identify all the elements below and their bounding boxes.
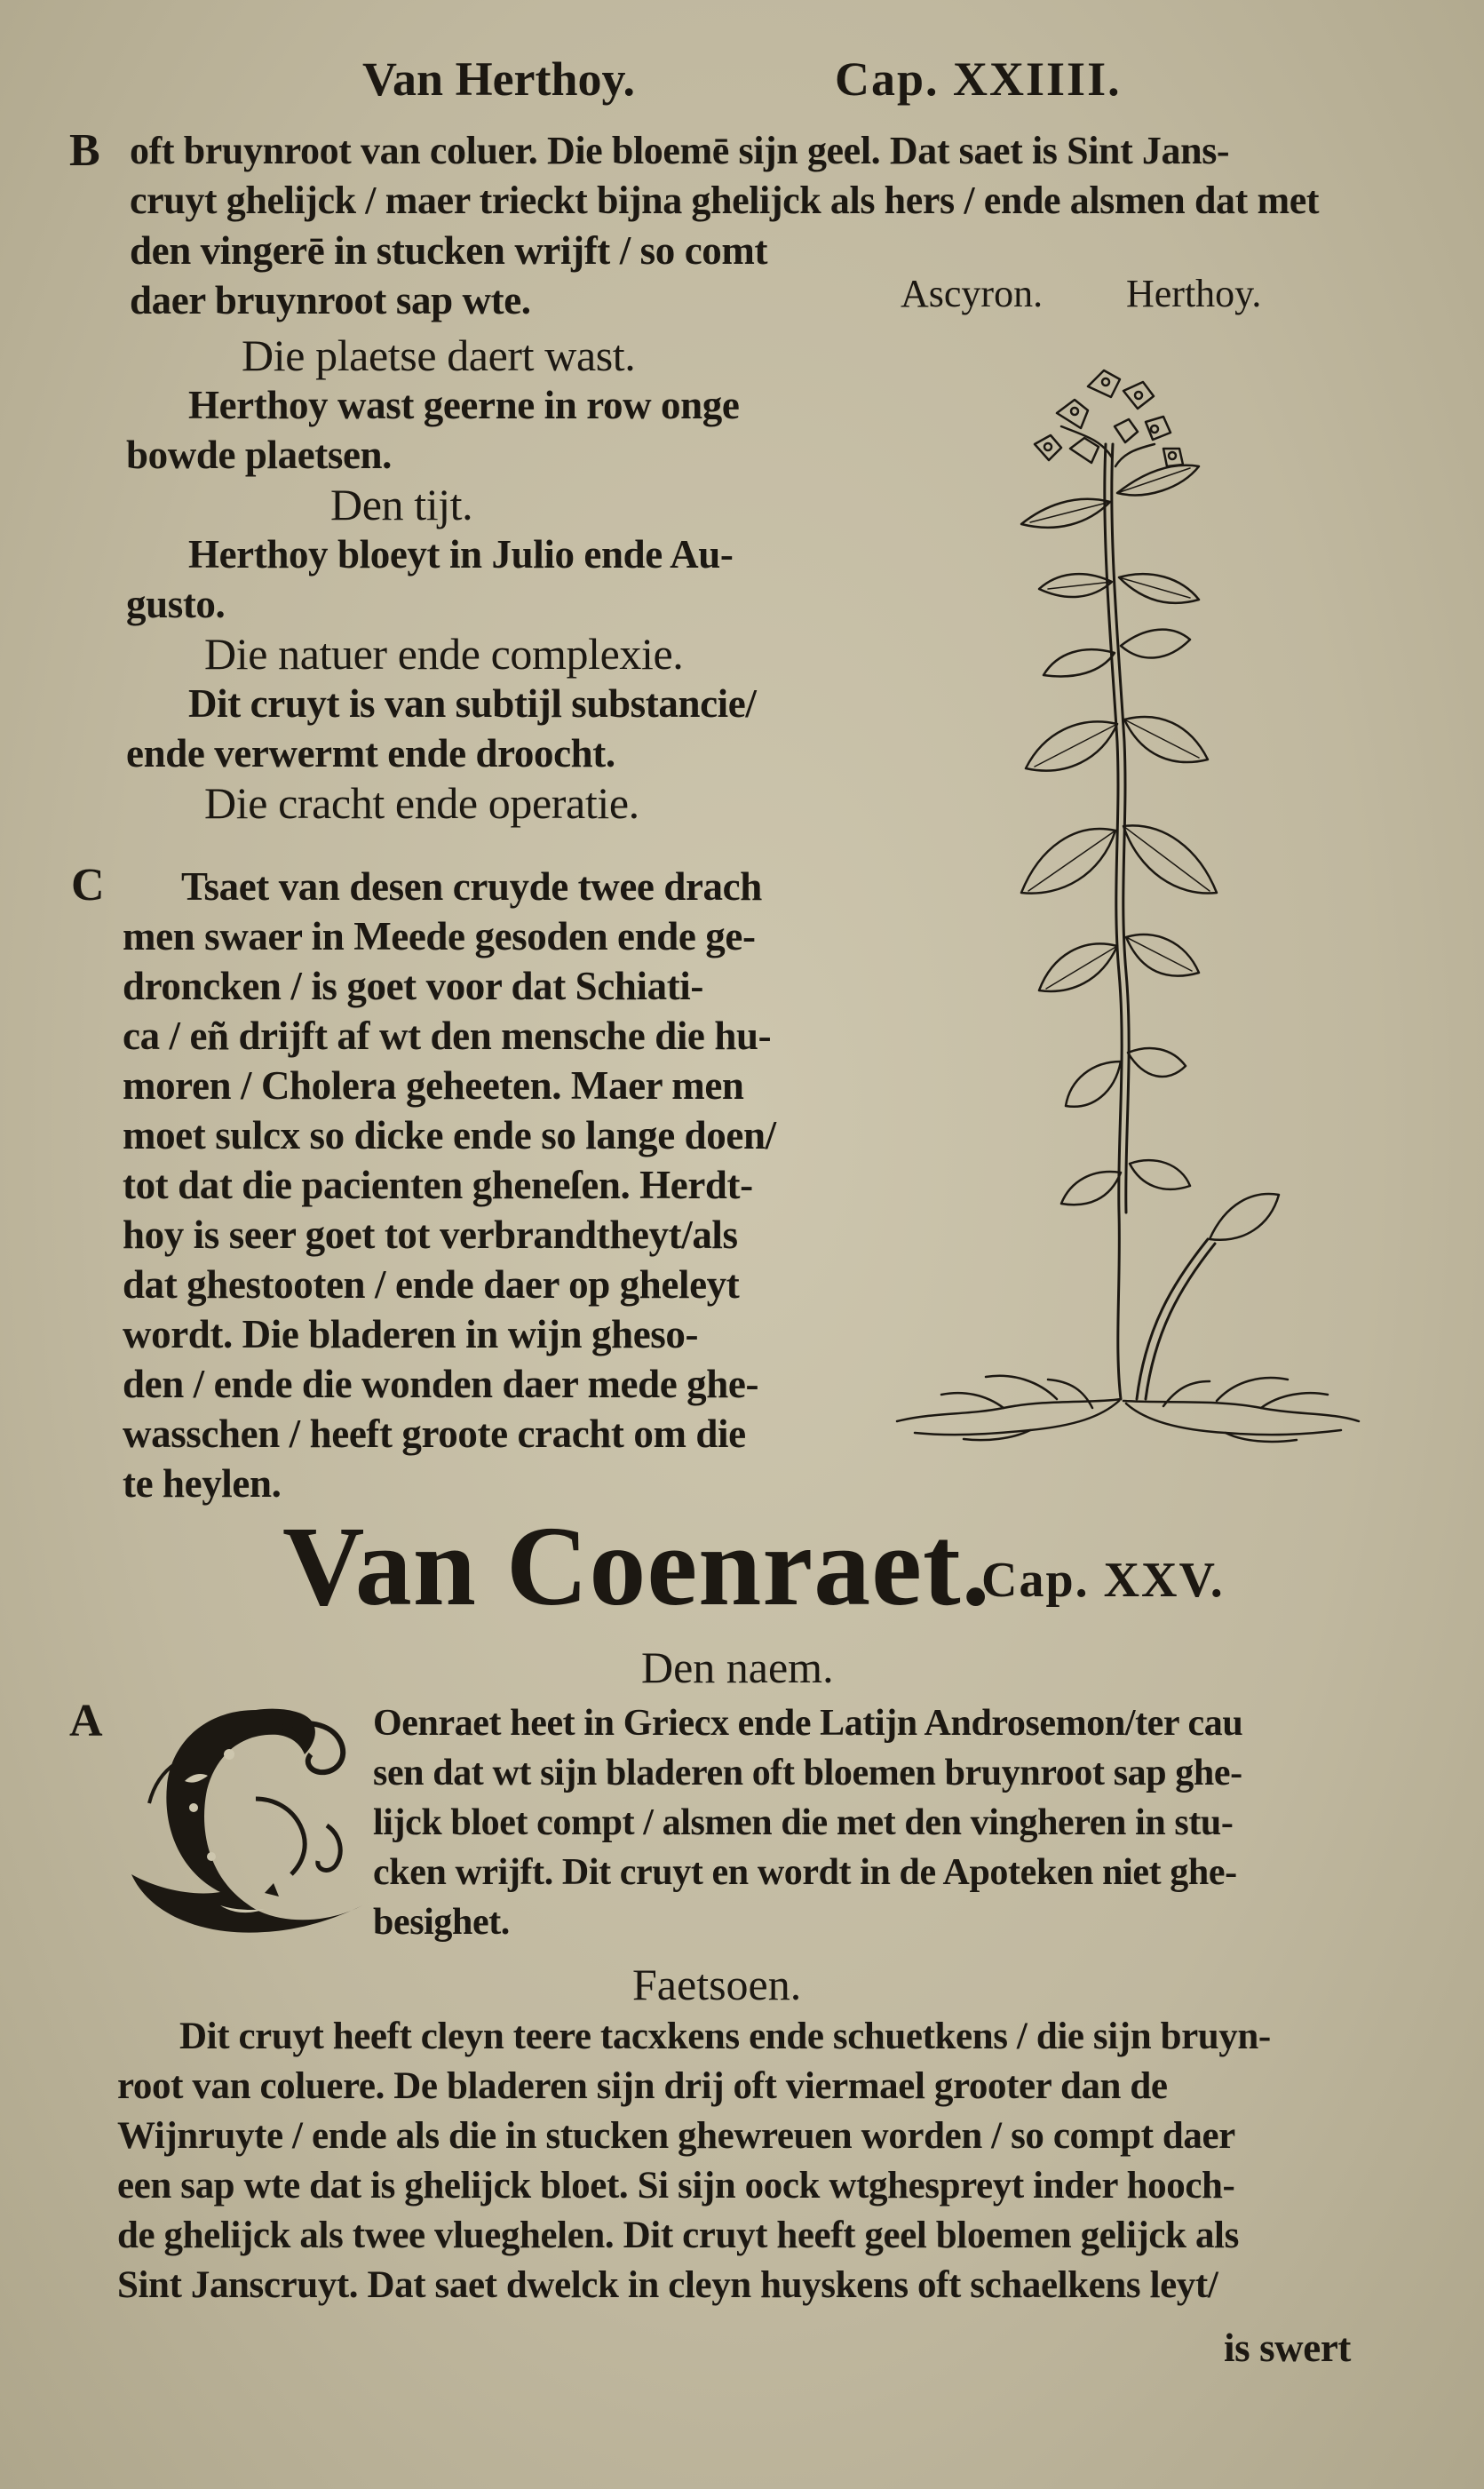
text-line: moren / Cholera geheeten. Maer men [123,1063,744,1108]
shape-paragraph [117,2012,1271,2310]
figure-label-latin: Ascyron. [901,272,1044,315]
text-line: den vingerē in stucken wrijft / so comt [130,228,768,273]
text-line: gusto. [126,582,226,626]
text-line: wordt. Die bladeren in wijn gheso- [123,1312,699,1356]
section-heading-power: Die cracht ende operatie. [204,778,639,828]
text-line: Oenraet heet in Griecx ende Latijn Androsemon/ter cau [373,1703,1243,1744]
text-line: tot dat die pacienten gheneſen. Herdt- [123,1163,753,1207]
text-line: besighet. [373,1902,510,1943]
text-line: Herthoy wast geerne in row onge [188,383,740,427]
text-line: wasschen / heeft groote cracht om die [123,1411,746,1456]
text-line: droncken / is goet voor dat Schiati- [123,964,703,1008]
running-head-title: Van Herthoy. [362,52,636,106]
text-line: Wijnruyte / ende als die in stucken ghewreuen worden / so compt daer [117,2115,1235,2157]
section-heading-name: Den naem. [641,1642,834,1692]
text-line: Sint Janscruyt. Dat saet dwelck in cleyn huyskens oft schaelkens leyt/ [117,2264,1218,2306]
text-line: ende verwermt ende droocht. [126,731,615,775]
text-line: Herthoy bloeyt in Julio ende Au- [188,532,734,577]
text-line: ca / eñ drijft af wt den mensche die hu- [123,1014,772,1058]
text-line: de ghelijck als twee vlueghelen. Dit cruyt heeft geel bloemen gelijck als [117,2215,1239,2256]
section-heading-time: Den tijt. [330,480,473,529]
text-line: dat ghestooten / ende daer op gheleyt [123,1262,740,1307]
text-line: moet sulcx so dicke ende so lange doen/ [123,1113,776,1157]
text-line: den / ende die wonden daer mede ghe- [123,1362,759,1406]
chapter-number: Cap. XXV. [981,1553,1225,1608]
margin-marker-b: B [69,125,100,176]
text-line: daer bruynroot sap wte. [130,278,531,322]
text-line: men swaer in Meede gesoden ende ge- [123,914,756,958]
text-line: een sap wte dat is ghelijck bloet. Si sijn oock wtghespreyt inder hooch- [117,2165,1235,2207]
text-line: hoy is seer goet tot verbrandtheyt/als [123,1213,738,1257]
section-heading-place: Die plaetse daert wast. [242,330,636,380]
margin-marker-c: C [71,860,105,911]
text-line: Dit cruyt heeft cleyn teere tacxkens ende schuetkens / die sijn bruyn- [179,2016,1271,2057]
text-line: Dit cruyt is van subtijl substancie/ [188,681,757,726]
running-head-chapter: Cap. XXIIII. [835,52,1122,106]
power-paragraph [123,862,824,1508]
margin-marker-a: A [69,1696,103,1746]
text-line: lijck bloet compt / alsmen die met den vingheren in stu- [373,1802,1234,1843]
text-line: cken wrijft. Dit cruyt en wordt in de Apoteken niet ghe- [373,1852,1237,1893]
section-heading-nature: Die natuer ende complexie. [204,629,684,679]
figure-label-dutch: Herthoy. [1126,272,1262,315]
text-line: Tsaet van desen cruyde twee drach [181,864,762,909]
section-heading-shape: Faetsoen. [632,1960,802,2009]
text-line: te heylen. [123,1461,282,1506]
name-paragraph [123,1698,1242,1947]
catchword: is swert [1224,2326,1352,2370]
text-line: bowde plaetsen. [126,433,393,477]
text-line: cruyt ghelijck / maer trieckt bijna ghelijck als hers / ende alsmen dat met [130,179,1320,222]
herthoy-plant-woodcut [879,360,1363,1443]
text-line: sen dat wt sijn bladeren oft bloemen bruynroot sap ghe- [373,1753,1242,1793]
left-column [126,330,819,828]
text-line: root van coluere. De bladeren sijn drij oft viermael grooter dan de [117,2065,1168,2107]
chapter-title: Van Coenraet. [282,1503,991,1629]
text-line: oft bruynroot van coluer. Die bloemē sijn geel. Dat saet is Sint Jans- [130,129,1230,172]
